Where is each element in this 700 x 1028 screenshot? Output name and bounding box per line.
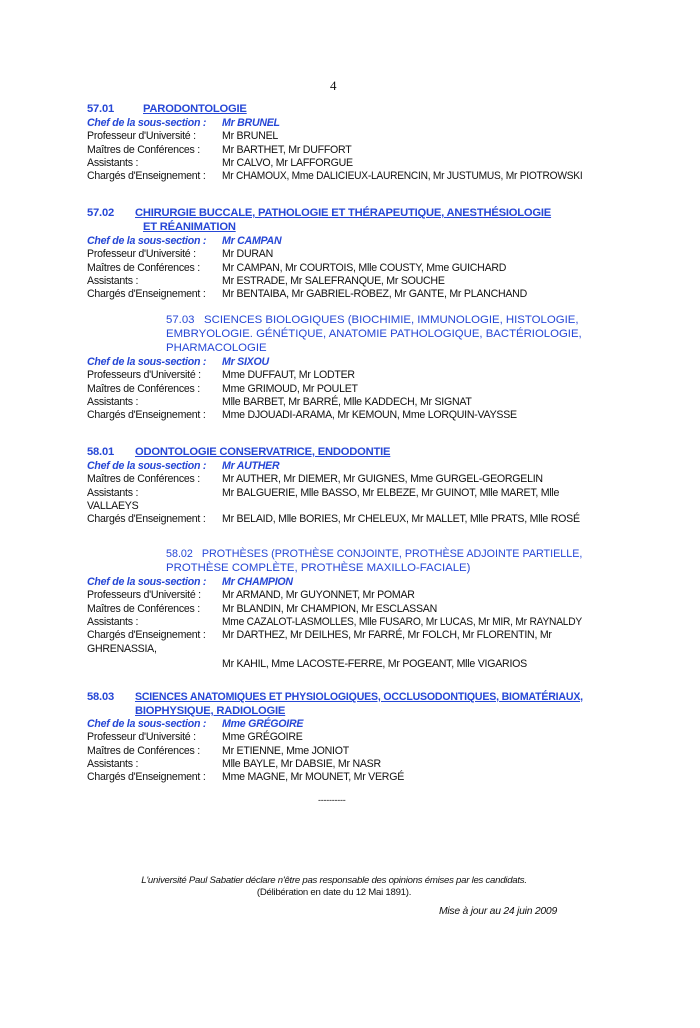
role-members: Mr CHAMOUX, Mme DALICIEUX-LAURENCIN, Mr JUSTUMUS, Mr PIOTROWSKI: [222, 170, 583, 183]
footer-disclaimer: L'université Paul Sabatier déclare n'être pas responsable des opinions émises par les candidats.: [141, 875, 527, 886]
role-members: Mme DJOUADI-ARAMA, Mr KEMOUN, Mme LORQUIN-VAYSSE: [222, 409, 517, 422]
role-members: Mme DUFFAUT, Mr LODTER: [222, 369, 355, 382]
chef-label: Chef de la sous-section :: [87, 356, 207, 368]
chef-label: Chef de la sous-section :: [87, 235, 207, 247]
role-members: Mr KAHIL, Mme LACOSTE-FERRE, Mr POGEANT, Mlle VIGARIOS: [222, 657, 527, 670]
section-title: ET RÉANIMATION: [143, 221, 236, 233]
role-members: Mme CAZALOT-LASMOLLES, Mlle FUSARO, Mr LUCAS, Mr MIR, Mr RAYNALDY: [222, 615, 583, 628]
section-code: 58.03: [87, 691, 114, 703]
section-title-line: SCIENCES BIOLOGIQUES (BIOCHIMIE, IMMUNOLOGIE, HISTOLOGIE,: [204, 314, 579, 326]
role-members: Mr BARTHET, Mr DUFFORT: [222, 143, 352, 156]
role-members: Mr DARTHEZ, Mr DEILHES, Mr FARRÉ, Mr FOLCH, Mr FLORENTIN, Mr: [222, 629, 552, 642]
role-members: Mr DURAN: [222, 248, 273, 261]
section-title: [166, 562, 470, 575]
role-label: Assistants :: [87, 395, 139, 408]
separator: ----------: [318, 795, 346, 805]
chef-name: Mr BRUNEL: [222, 117, 280, 129]
role-label: Professeurs d'Université :: [87, 589, 201, 602]
section-code: 57.01: [87, 103, 114, 115]
role-members: Mlle BARBET, Mr BARRÉ, Mlle KADDECH, Mr SIGNAT: [222, 395, 472, 408]
footer-deliberation: (Délibération en date du 12 Mai 1891).: [256, 887, 412, 898]
role-label: Maîtres de Conférences :: [87, 382, 200, 395]
role-members: Mr BELAID, Mlle BORIES, Mr CHELEUX, Mr MALLET, Mlle PRATS, Mlle ROSÉ: [222, 513, 580, 526]
role-label: Maîtres de Conférences :: [87, 261, 200, 274]
section-title-line: PROTHÈSE COMPLÈTE, PROTHÈSE MAXILLO-FACIALE): [166, 562, 471, 574]
section-title: CHIRURGIE BUCCALE, PATHOLOGIE ET THÉRAPEUTIQUE, ANESTHÉSIOLOGIE: [135, 207, 552, 219]
role-members: Mme GRÉGOIRE: [222, 731, 303, 744]
role-members: Mr ARMAND, Mr GUYONNET, Mr POMAR: [222, 589, 415, 602]
footer-updated-date: Mise à jour au 24 juin 2009: [438, 906, 557, 917]
role-label: VALLAEYS: [87, 499, 139, 512]
section-title-line: PROTHÈSES (PROTHÈSE CONJOINTE, PROTHÈSE ADJOINTE PARTIELLE,: [201, 548, 583, 560]
role-label: Maîtres de Conférences :: [87, 143, 200, 156]
role-label: Chargés d'Enseignement :: [87, 170, 206, 183]
chef-label: Chef de la sous-section :: [87, 576, 207, 588]
role-members: Mme MAGNE, Mr MOUNET, Mr VERGÉ: [222, 771, 405, 784]
role-members: Mr ETIENNE, Mme JONIOT: [222, 744, 349, 757]
section-title: [166, 314, 579, 327]
role-members: Mme GRIMOUD, Mr POULET: [222, 382, 358, 395]
section-code: 57.02: [87, 207, 114, 219]
chef-label: Chef de la sous-section :: [87, 460, 207, 472]
role-label: Chargés d'Enseignement :: [87, 513, 206, 526]
role-label: Maîtres de Conférences :: [87, 602, 200, 615]
role-members: Mr BENTAIBA, Mr GABRIEL-ROBEZ, Mr GANTE, Mr PLANCHAND: [222, 288, 527, 301]
role-members: Mlle BAYLE, Mr DABSIE, Mr NASR: [222, 757, 381, 770]
chef-name: Mr CAMPAN: [222, 235, 282, 247]
role-members: Mr CALVO, Mr LAFFORGUE: [222, 156, 353, 169]
chef-label: Chef de la sous-section :: [87, 117, 207, 129]
role-label: Professeur d'Université :: [87, 731, 196, 744]
role-label: Professeurs d'Université :: [87, 369, 201, 382]
role-members: Mr AUTHER, Mr DIEMER, Mr GUIGNES, Mme GURGEL-GEORGELIN: [222, 473, 543, 486]
role-label: Chargés d'Enseignement :: [87, 288, 206, 301]
role-label: Chargés d'Enseignement :: [87, 409, 206, 422]
role-members: Mr ESTRADE, Mr SALEFRANQUE, Mr SOUCHE: [222, 274, 445, 287]
role-label: Maîtres de Conférences :: [87, 744, 200, 757]
role-label: Chargés d'Enseignement :: [87, 771, 206, 784]
section-title-line: EMBRYOLOGIE. GÉNÉTIQUE, ANATOMIE PATHOLOGIQUE, BACTÉRIOLOGIE,: [166, 328, 582, 340]
section-title: [166, 548, 582, 561]
section-title: [166, 342, 267, 355]
role-label: Assistants :: [87, 156, 139, 169]
role-label: Chargés d'Enseignement :: [87, 629, 206, 642]
role-label: Assistants :: [87, 274, 139, 287]
role-label: Maîtres de Conférences :: [87, 473, 200, 486]
chef-name: Mme GRÉGOIRE: [222, 718, 304, 730]
role-members: Mr BRUNEL: [222, 130, 279, 143]
section-title-line: PHARMACOLOGIE: [166, 342, 267, 354]
section-code: 57.03: [166, 314, 195, 326]
section-title: BIOPHYSIQUE, RADIOLOGIE: [135, 705, 286, 717]
spacer: [195, 314, 205, 326]
role-label: Professeur d'Université :: [87, 248, 196, 261]
chef-name: Mr AUTHER: [222, 460, 280, 472]
section-title: PARODONTOLOGIE: [143, 103, 247, 115]
role-members: Mr BALGUERIE, Mlle BASSO, Mr ELBEZE, Mr GUINOT, Mlle MARET, Mlle: [222, 486, 560, 499]
role-members: Mr BLANDIN, Mr CHAMPION, Mr ESCLASSAN: [222, 602, 438, 615]
role-label: Assistants :: [87, 486, 139, 499]
section-code: 58.01: [87, 446, 114, 458]
section-title: ODONTOLOGIE CONSERVATRICE, ENDODONTIE: [135, 446, 391, 458]
spacer: [193, 548, 202, 560]
chef-name: Mr CHAMPION: [222, 576, 293, 588]
role-label: Assistants :: [87, 757, 139, 770]
role-members: Mr CAMPAN, Mr COURTOIS, Mlle COUSTY, Mme GUICHARD: [222, 261, 507, 274]
section-title: SCIENCES ANATOMIQUES ET PHYSIOLOGIQUES, OCCLUSODONTIQUES, BIOMATÉRIAUX,: [135, 691, 583, 703]
role-label: Assistants :: [87, 615, 139, 628]
chef-label: Chef de la sous-section :: [87, 718, 207, 730]
role-label: Professeur d'Université :: [87, 130, 196, 143]
section-title: [166, 328, 582, 341]
chef-name: Mr SIXOU: [222, 356, 269, 368]
section-code: 58.02: [166, 548, 193, 560]
page-number: 4: [330, 78, 337, 93]
role-label: GHRENASSIA,: [87, 642, 157, 655]
